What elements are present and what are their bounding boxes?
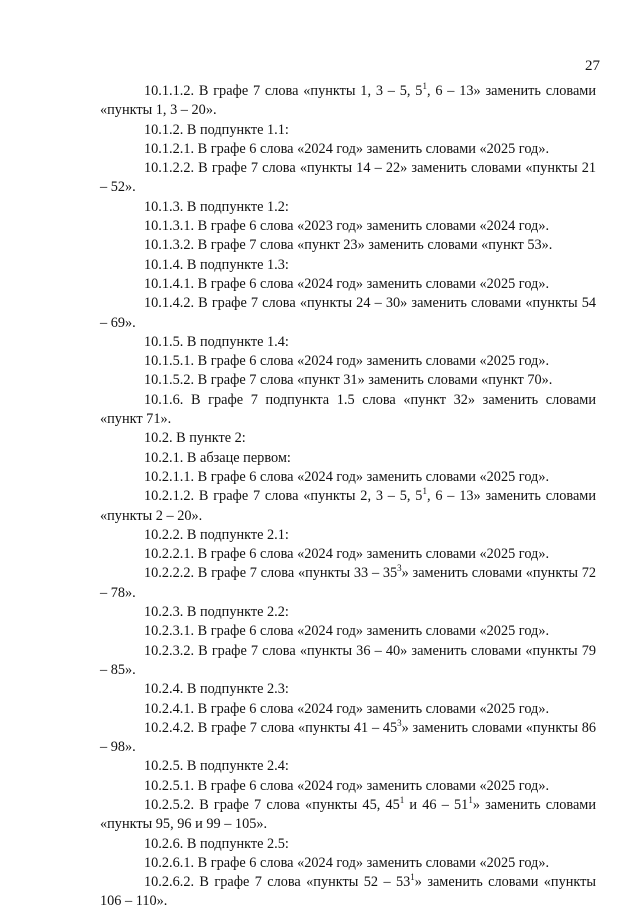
superscript: 1	[422, 81, 427, 92]
paragraph-text: 10.2.5. В подпункте 2.4:	[144, 758, 289, 775]
paragraph	[100, 487, 596, 526]
paragraph-text: 10.1.4. В подпункте 1.3:	[144, 256, 289, 273]
paragraph	[100, 371, 596, 390]
paragraph-text: 10.2.5.2. В графе 7 слова «пункты 45, 45	[144, 796, 400, 813]
paragraph	[100, 777, 596, 796]
paragraph-text: » заменить словами «пункты 95, 96 и 99 – 105».	[100, 796, 596, 833]
paragraph-text: 10.1.3. В подпункте 1.2:	[144, 198, 289, 215]
paragraph	[100, 700, 596, 719]
superscript: 1	[399, 795, 405, 806]
paragraph	[100, 757, 596, 776]
paragraph-text: 10.2.6.1. В графе 6 слова «2024 год» заменить словами «2025 год».	[144, 854, 550, 871]
paragraph-text: » заменить словами «пункты 106 – 110».	[100, 874, 596, 910]
document-body	[100, 82, 596, 912]
paragraph-text: 10.1.4.2. В графе 7 слова «пункты 24 – 30» заменить словами «пункты 54 – 69».	[100, 295, 596, 331]
paragraph-text: 10.2.2.2. В графе 7 слова «пункты 33 – 35	[144, 565, 398, 582]
paragraph	[100, 796, 596, 835]
paragraph-text: 10.2.3. В подпункте 2.2:	[144, 604, 289, 621]
paragraph-text: 10.1.5. В подпункте 1.4:	[144, 333, 289, 350]
page-number: 27	[585, 58, 600, 74]
paragraph-text: 10.2.6.2. В графе 7 слова «пункты 52 – 53	[144, 874, 411, 891]
paragraph	[100, 642, 596, 681]
paragraph	[100, 82, 596, 121]
paragraph	[100, 719, 596, 758]
paragraph-text: 10.1.2.2. В графе 7 слова «пункты 14 – 22» заменить словами «пункты 21 – 52».	[100, 160, 596, 196]
paragraph	[100, 294, 596, 333]
paragraph	[100, 564, 596, 603]
paragraph	[100, 429, 596, 448]
paragraph	[100, 236, 596, 255]
paragraph	[100, 121, 596, 140]
paragraph	[100, 680, 596, 699]
superscript: 3	[397, 563, 402, 574]
superscript: 1	[410, 872, 415, 883]
paragraph	[100, 391, 596, 430]
paragraph-text: 10.2.2.1. В графе 6 слова «2024 год» заменить словами «2025 год».	[144, 546, 550, 563]
paragraph-text: и 46 – 51	[404, 796, 469, 813]
paragraph	[100, 217, 596, 236]
paragraph-text: » заменить словами «пункты 72 – 78».	[100, 565, 596, 601]
paragraph	[100, 873, 596, 912]
paragraph-text: 10.1.2.1. В графе 6 слова «2024 год» заменить словами «2025 год».	[144, 140, 550, 157]
paragraph-text: 10.1.3.1. В графе 6 слова «2023 год» заменить словами «2024 год».	[144, 218, 550, 235]
paragraph-text: 10.1.5.2. В графе 7 слова «пункт 31» заменить словами «пункт 70».	[144, 372, 553, 389]
paragraph	[100, 140, 596, 159]
paragraph	[100, 526, 596, 545]
paragraph-text: 10.2.1.1. В графе 6 слова «2024 год» заменить словами «2025 год».	[144, 468, 550, 485]
paragraph-text: » заменить словами «пункты 86 – 98».	[100, 719, 596, 756]
paragraph-text: 10.1.5.1. В графе 6 слова «2024 год» заменить словами «2025 год».	[144, 353, 550, 370]
paragraph-text: 10.2.6. В подпункте 2.5:	[144, 835, 289, 852]
superscript: 1	[422, 486, 427, 497]
paragraph	[100, 449, 596, 468]
paragraph-text: , 6 – 13» заменить словами «пункты 2 – 20».	[100, 488, 596, 524]
paragraph-text: 10.2.3.1. В графе 6 слова «2024 год» заменить словами «2025 год».	[144, 623, 550, 640]
paragraph-text: 10.2.1.2. В графе 7 слова «пункты 2, 3 – 5, 5	[144, 488, 423, 505]
paragraph-text: 10.2.3.2. В графе 7 слова «пункты 36 – 40» заменить словами «пункты 79 – 85».	[100, 642, 596, 678]
paragraph-text: 10.2. В пункте 2:	[144, 430, 246, 447]
paragraph	[100, 333, 596, 352]
paragraph	[100, 468, 596, 487]
paragraph-text: 10.1.6. В графе 7 подпункта 1.5 слова «пункт 32» заменить словами «пункт 71».	[100, 391, 596, 428]
paragraph	[100, 854, 596, 873]
paragraph	[100, 545, 596, 564]
paragraph-text: 10.1.2. В подпункте 1.1:	[144, 121, 289, 138]
paragraph	[100, 159, 596, 198]
superscript: 3	[397, 718, 402, 729]
paragraph	[100, 256, 596, 275]
paragraph-text: 10.2.5.1. В графе 6 слова «2024 год» заменить словами «2025 год».	[144, 777, 550, 794]
paragraph-text: 10.2.4.2. В графе 7 слова «пункты 41 – 45	[144, 719, 398, 736]
paragraph-text: 10.1.4.1. В графе 6 слова «2024 год» заменить словами «2025 год».	[144, 275, 550, 292]
paragraph-text: 10.2.4.1. В графе 6 слова «2024 год» заменить словами «2025 год».	[144, 700, 550, 717]
superscript: 1	[468, 795, 473, 806]
paragraph-text: 10.2.2. В подпункте 2.1:	[144, 526, 289, 543]
paragraph-text: 10.1.1.2. В графе 7 слова «пункты 1, 3 – 5, 5	[144, 83, 423, 99]
paragraph-text: , 6 – 13» заменить словами «пункты 1, 3 – 20».	[100, 83, 596, 119]
paragraph	[100, 352, 596, 371]
paragraph	[100, 835, 596, 854]
paragraph-text: 10.1.3.2. В графе 7 слова «пункт 23» заменить словами «пункт 53».	[144, 237, 553, 254]
paragraph	[100, 603, 596, 622]
paragraph-text: 10.2.1. В абзаце первом:	[144, 449, 291, 466]
paragraph	[100, 622, 596, 641]
paragraph-text: 10.2.4. В подпункте 2.3:	[144, 681, 289, 698]
paragraph	[100, 275, 596, 294]
paragraph	[100, 198, 596, 217]
